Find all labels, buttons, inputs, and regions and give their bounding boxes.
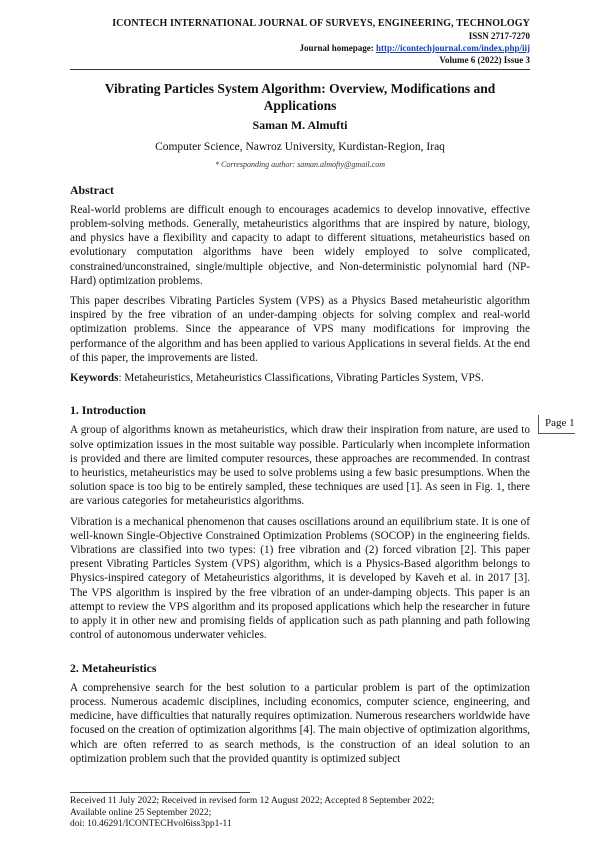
footer xyxy=(70,796,530,831)
journal-homepage xyxy=(50,42,530,54)
section-2-heading: 2. Metaheuristics xyxy=(70,660,157,675)
keywords xyxy=(70,371,530,385)
paper-title: Vibrating Particles System Algorithm: Overview, Modifications and Applications xyxy=(104,81,496,113)
footer-dates: Received 11 July 2022; Received in revised form 12 August 2022; Accepted 8 September 2022; xyxy=(70,796,435,806)
journal-title: ICONTECH INTERNATIONAL JOURNAL OF SURVEYS, ENGINEERING, TECHNOLOGY xyxy=(112,18,530,29)
abstract-heading: Abstract xyxy=(70,182,114,197)
author-name: Saman M. Almufti xyxy=(252,118,348,132)
journal-header xyxy=(50,18,530,66)
header-divider xyxy=(70,69,530,70)
corresponding-author: * Corresponding author: saman.almofty@gmail.com xyxy=(215,160,385,170)
homepage-label: Journal homepage: xyxy=(299,43,374,53)
footer-divider xyxy=(70,792,250,793)
homepage-link[interactable]: http://icontechjournal.com/index.php/iij xyxy=(375,43,530,53)
section-1-heading: 1. Introduction xyxy=(70,403,146,418)
section-1-paragraph-1: A group of algorithms known as metaheuristics, which draw their inspiration from nature, are used to solve optimization issues in the most suitable way possible. Particularly when incomplete information is provided and there are limited computer resources, these approaches are recommended. In contrast to heuristics, metaheuristics may be used to solve problems using a few basic presumptions. When the solution space is too big to be entirely sampled, these techniques are used [1]. As seen in Fig. 1, there are various categories for metaheuristics algorithms. xyxy=(70,424,530,508)
section-2-paragraph-1: A comprehensive search for the best solution to a particular problem is part of the optimization process. Numerous academic disciplines, including economics, computer science, engineering, and medicine, have difficulties that naturally requires optimization. Numerous researchers worldwide have focused on the creation of optimization algorithms [4]. The main objective of optimization algorithms, which are often referred to as search methods, is the construction of an ideal solution to an optimization problem such that the provided quantity is optimized subject xyxy=(70,681,530,765)
section-1-paragraph-2: Vibration is a mechanical phenomenon that causes oscillations around an equilibrium state. It is one of well-known Single-Objective Constrained Optimization Problems (SOCOP) in the engineering fields. Vibrations are classified into two types: (1) free vibration and (2) forced vibration [2]. This paper present Vibrating Particles System (VPS) algorithm, which is a Physics-Based algorithm belongs to Physics-inspired category of Metaheuristics algorithms, it is developed by Kaveh et al. in 2017 [3]. The VPS algorithm is inspired by the free vibration of an under-damping objects. This paper is an attempt to review the VPS algorithm and its proposed applications which help the researcher in future to apply it in other new and promising fields of application such as path planning and path following control of autonomous underwater vehicles. xyxy=(70,515,530,642)
page-number: Page 1 xyxy=(538,415,575,434)
volume-issue: Volume 6 (2022) Issue 3 xyxy=(439,55,530,65)
footer-online: Available online 25 September 2022; xyxy=(70,807,212,818)
footer-doi: doi: 10.46291/ICONTECHvol6iss3pp1-11 xyxy=(70,819,232,829)
abstract-paragraph-2: This paper describes Vibrating Particles System (VPS) as a Physics Based metaheuristic algorithm inspired by the free vibration of an under-damping objects for solving complex and real-world optimization problems. Since the appearance of VPS many modifications for improving the performance of the algorithm and has been applied to various Applications in several fields. At the end of this paper, the improvements are listed. xyxy=(70,295,530,364)
issn: ISSN 2717-7270 xyxy=(468,31,530,41)
paper-body xyxy=(70,74,530,772)
keywords-label: Keywords xyxy=(70,372,119,385)
abstract-paragraph-1: Real-world problems are difficult enough to encourages academics to develop innovative, effective problem-solving methods. Generally, metaheuristics algorithms that are inspired by nature, biology, and physics have a flexibility and capacity to adapt to different situations, metaheuristics based on evolutionary computation algorithms have been widely employed to solve complicated, constrained/unconstrained, single/multiple objective, and Non-deterministic polynomial hard (NP-Hard) optimization problems. xyxy=(70,203,530,287)
author-affiliation: Computer Science, Nawroz University, Kurdistan-Region, Iraq xyxy=(155,141,445,154)
keywords-text: : Metaheuristics, Metaheuristics Classifications, Vibrating Particles System, VPS. xyxy=(118,372,484,385)
